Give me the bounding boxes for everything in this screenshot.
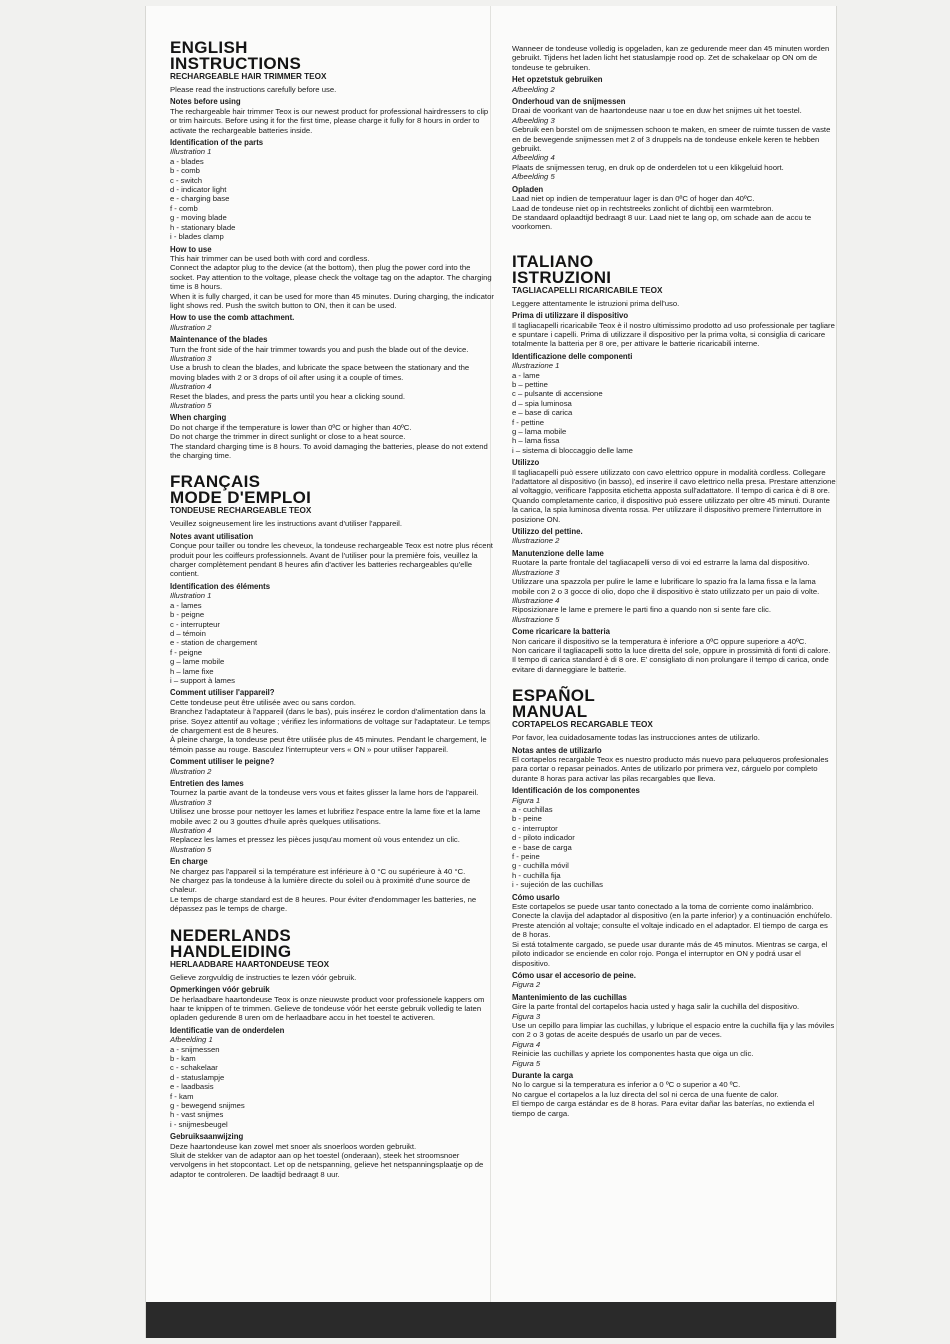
illustration-label: Illustrazione 5	[512, 614, 560, 624]
comb-heading: Cómo usar el accesorio de peine.	[512, 970, 636, 980]
charging-text: Laad de tondeuse niet op in rechtstreeks zonlicht of dichtbij een warmtebron.	[512, 203, 774, 213]
parts-heading: Identificazione delle componenti	[512, 351, 633, 361]
illustration-label: Illustration 2	[170, 766, 212, 776]
intro-text: Gelieve zorgvuldig de instructies te lezen vóór gebruik.	[170, 972, 357, 982]
notes-heading: Notes avant utilisation	[170, 531, 254, 541]
illustration-label: Figura 5	[512, 1058, 541, 1068]
howto-text: When it is fully charged, it can be used for more than 45 minutes. During charging, the indicator light shows red. Push the switch button to ON, then it can be used.	[170, 291, 494, 310]
notes-heading: Notes before using	[170, 97, 241, 107]
maintenance-heading: Manutenzione delle lame	[512, 548, 604, 558]
howto-heading: Cómo usarlo	[512, 892, 560, 902]
maintenance-text: Gebruik een borstel om de snijmessen schoon te maken, en smeer de ruimte tussen de vaste en de bewegende snijmessen met 2 of 3 druppels na de tondeuse enkele keren te hebben gebruikt.	[512, 125, 831, 154]
howto-heading: Utilizzo	[512, 458, 540, 468]
comb-heading: Utilizzo del pettine.	[512, 527, 583, 537]
illustration-label: Afbeelding 1	[170, 1035, 213, 1045]
illustration-label: Afbeelding 2	[512, 84, 555, 94]
part-item: c - schakelaar	[170, 1063, 218, 1073]
intro-text: Leggere attentamente le istruzioni prima dell'uso.	[512, 298, 680, 308]
charging-text: No cargue el cortapelos a la luz directa del sol ni cerca de una fuente de calor.	[512, 1089, 779, 1099]
part-item: g - bewegend snijmes	[170, 1100, 245, 1110]
bottom-dark-band	[146, 1302, 836, 1338]
notes-heading: Notas antes de utilizarlo	[512, 745, 602, 755]
howto-text: Il tagliacapelli può essere utilizzato con cavo elettrico oppure in modalità cordless. Collegare l'adattatore al dispositivo (in basso), ed inserire il cavo elettrico nella presa. Prestare attenzione al voltaggio, verificare l'apposita etichetta apposta sull'adattatore. Il tempo di carica è di 8 ore.	[512, 467, 836, 496]
illustration-label: Illustration 4	[170, 382, 212, 392]
howto-text: Cette tondeuse peut être utilisée avec ou sans cordon.	[170, 697, 356, 707]
charging-text: Le temps de charge standard est de 8 heures. Pour éviter d'endommager les batteries, ne dépassez pas le temps de charge.	[170, 894, 477, 914]
part-item: a - snijmessen	[170, 1044, 220, 1054]
section-subtitle: HERLAADBARE HAARTONDEUSE TEOX	[170, 959, 330, 969]
maintenance-text: Utilizzare una spazzola per pulire le lame e lubrificare lo spazio fra la lama fissa e la lama mobile con 2 o 3 gocce di olio, dopo che il dispositivo è stato utilizzato per un paio di volte.	[512, 577, 820, 596]
parts-heading: Identification of the parts	[170, 138, 264, 148]
charging-text: El tiempo de carga estándar es de 8 horas. Para evitar dañar las baterías, no extienda el tiempo de carga.	[512, 1099, 815, 1118]
part-item: h – lame fixe	[170, 666, 214, 676]
part-item: i - snijmesbeugel	[170, 1119, 228, 1129]
section-nederlands-continued	[512, 44, 836, 232]
howto-heading: Gebruiksaanwijzing	[170, 1132, 244, 1142]
maintenance-text: Plaats de snijmessen terug, en druk op de onderdelen tot u een klikgeluid hoort.	[512, 162, 784, 172]
illustration-label: Illustration 1	[170, 147, 212, 157]
illustration-label: Illustration 4	[170, 826, 212, 836]
parts-heading: Identificatie van de onderdelen	[170, 1025, 285, 1035]
part-item: c - interrupteur	[170, 619, 220, 629]
charging-text: Laad niet op indien de temperatuur lager is dan 0ºC of hoger dan 40ºC.	[512, 194, 755, 204]
part-item: c - interruptor	[512, 823, 558, 833]
part-item: a - lame	[512, 370, 540, 380]
maintenance-text: Use un cepillo para limpiar las cuchillas, y lubrique el espacio entre la cuchilla fija y las móviles con 2 o 3 gotas de aceite después de usarlo un par de veces.	[512, 1020, 835, 1040]
part-item: d - indicator light	[170, 185, 227, 195]
part-item: e – base di carica	[512, 408, 573, 418]
illustration-label: Illustration 3	[170, 797, 212, 807]
illustration-label: Afbeelding 5	[512, 172, 555, 182]
section-subtitle: TAGLIACAPELLI RICARICABILE TEOX	[512, 285, 663, 295]
notes-text: Conçue pour tailler ou tondre les cheveux, la tondeuse rechargeable Teox est notre plus récent produit pour les coiffeurs professionnels. Avant de l'utiliser pour la première fois, veuillez la charger complètement pendant 8 heures afin d'activer les batteries rechargeables qu'elle contient.	[170, 541, 493, 579]
part-item: f - peine	[512, 852, 540, 862]
section-subtitle: RECHARGEABLE HAIR TRIMMER TEOX	[170, 72, 327, 81]
charging-heading: Durante la carga	[512, 1070, 574, 1080]
maintenance-heading: Onderhoud van de snijmessen	[512, 97, 626, 107]
part-item: i - blades clamp	[170, 232, 224, 242]
charging-heading: Opladen	[512, 184, 544, 194]
howto-text: Este cortapelos se puede usar tanto conectado a la toma de corriente como inalámbrico.	[512, 902, 814, 912]
howto-text: Sluit de stekker van de adaptor aan op het toestel (onderaan), steek het stroomsnoer vervolgens in het stopcontact. Let op de netspanning, gelieve het netspanningsplaatje op de adaptor te controleren. De laadtijd bedraagt 8 uur.	[170, 1151, 484, 1179]
maintenance-heading: Entretien des lames	[170, 779, 244, 788]
charging-text: De standaard oplaadtijd bedraagt 8 uur. Laad niet te lang op, om schade aan de accu te voorkomen.	[512, 212, 812, 232]
right-column	[512, 44, 836, 1132]
part-item: d - piloto indicador	[512, 833, 575, 843]
part-item: f - kam	[170, 1091, 194, 1101]
part-item: b - peine	[512, 814, 542, 824]
illustration-label: Illustration 3	[170, 353, 212, 363]
part-item: d - statuslampje	[170, 1072, 225, 1082]
notes-text: De herlaadbare haartondeuse Teox is onze nieuwste product voor professionele kappers om haar te knippen of te trimmen. Gelieve de tondeuse vóór het eerste gebruik volledig te laten opladen gedurende 8 uren om de herlaadbare accu in het toestel te activeren.	[170, 994, 485, 1023]
part-item: h - cuchilla fija	[512, 870, 561, 880]
comb-heading: How to use the comb attachment.	[170, 313, 295, 323]
part-item: g – lama mobile	[512, 427, 567, 436]
illustration-label: Illustrazione 3	[512, 567, 560, 577]
charging-heading: En charge	[170, 857, 208, 867]
illustration-label: Figura 2	[512, 980, 541, 990]
part-item: i - sujeción de las cuchillas	[512, 880, 604, 890]
howto-text: Quando completamente carico, il dispositivo può essere utilizzato per oltre 45 minuti. Durante la carica, la spia luminosa diventa rossa. Per utilizzare il dispositivo premere l'interruttore in posizione ON.	[512, 495, 830, 524]
howto-heading: Comment utiliser l'appareil?	[170, 688, 275, 698]
maintenance-text: Gire la parte frontal del cortapelos hacia usted y haga salir la cuchilla del dispositivo.	[512, 1002, 800, 1012]
illustration-label: Figura 4	[512, 1039, 541, 1049]
charging-text: Do not charge the trimmer in direct sunlight or close to a heat source.	[170, 432, 406, 442]
maintenance-text: Ruotare la parte frontale del tagliacapelli verso di voi ed estrarre la lama dal dispositivo.	[512, 558, 810, 568]
illustration-label: Illustration 5	[170, 401, 212, 410]
part-item: d – témoin	[170, 628, 206, 638]
part-item: g - moving blade	[170, 213, 227, 223]
illustration-label: Figura 1	[512, 795, 541, 805]
illustration-label: Illustrazione 2	[512, 536, 560, 546]
maintenance-text: Reset the blades, and press the parts until you hear a clicking sound.	[170, 391, 406, 401]
section-subtitle: CORTAPELOS RECARGABLE TEOX	[512, 720, 653, 730]
charging-heading: When charging	[170, 413, 227, 423]
maintenance-text: Riposizionare le lame e premere le parti fino a quando non si sente fare clic.	[512, 605, 771, 615]
charging-text: Non caricare il tagliacapelli sotto la luce diretta del sole, oppure in prossimità di fonti di calore.	[512, 645, 831, 655]
section-subtitle: TONDEUSE RECHARGEABLE TEOX	[170, 506, 312, 516]
section-nederlands	[170, 925, 494, 1180]
howto-text: Wanneer de tondeuse volledig is opgeladen, kan ze gedurende meer dan 45 minuten worden gebruikt. Tijdens het laden licht het statuslampje rood op. Zet de schakelaar op ON om de tondeuse te gebruiken.	[512, 44, 830, 72]
section-title-2: HANDLEIDING	[170, 941, 292, 961]
section-title: ESPAÑOL	[512, 686, 596, 706]
section-francais	[170, 474, 494, 913]
howto-text: Deze haartondeuse kan zowel met snoer als snoerloos worden gebruikt.	[170, 1141, 417, 1151]
instruction-sheet	[145, 6, 837, 1338]
part-item: f - pettine	[512, 417, 545, 427]
illustration-label: Illustration 2	[170, 322, 212, 332]
part-item: a - blades	[170, 156, 204, 166]
part-item: h – lama fissa	[512, 436, 560, 446]
charging-text: Ne chargez pas la tondeuse à la lumière directe du soleil ou à proximité d'une source de chaleur.	[170, 876, 471, 895]
illustration-label: Figura 3	[512, 1011, 541, 1021]
part-item: d – spia luminosa	[512, 398, 572, 408]
part-item: g - cuchilla móvil	[512, 861, 569, 871]
section-title-2: INSTRUCTIONS	[170, 54, 302, 73]
charging-text: Non caricare il dispositivo se la temperatura è inferiore a 0ºC oppure superiore a 40ºC.	[512, 636, 807, 646]
intro-text: Please read the instructions carefully before use.	[170, 85, 337, 94]
howto-text: Branchez l'adaptateur à l'appareil (dans le bas), puis insérez le cordon d'alimentation dans la prise. Soyez attentif au voltage ; vérifiez les informations de voltage sur l'adaptateur. Le temps de chargement est de 8 heures.	[170, 707, 490, 735]
charging-text: Do not charge if the temperature is lower than 0ºC or higher than 40ºC.	[170, 422, 412, 432]
illustration-label: Illustrazione 4	[512, 595, 560, 605]
illustration-label: Illustration 1	[170, 591, 212, 601]
notes-text: The rechargeable hair trimmer Teox is our newest product for professional hairdressers to clip or trim haircuts. Before using it for the first time, please charge it fully for 8 hours in order to activate the rechargeable batteries inside.	[170, 106, 489, 135]
howto-text: Connect the adaptor plug to the device (at the bottom), then plug the power cord into the socket. Pay attention to the voltage, please check the voltage tag on the adaptor. The charging time is 8 hours.	[170, 263, 492, 292]
illustration-label: Illustrazione 1	[512, 361, 560, 371]
part-item: a - cuchillas	[512, 805, 553, 814]
section-title: ENGLISH	[170, 38, 248, 57]
part-item: b - kam	[170, 1053, 196, 1063]
notes-text: El cortapelos recargable Teox es nuestro producto más nuevo para peluqueros profesionales para cortar o repasar peinados. Antes de utilizarlo por primera vez, cárguelo por completo durante 8 horas para activar las pilas recargables que lleva.	[512, 754, 829, 783]
part-item: h - stationary blade	[170, 222, 236, 232]
charging-text: Il tempo di carica standard è di 8 ore. E' consigliato di non prolungare il tempo di carica, onde evitare di danneggiare le batterie.	[512, 655, 829, 674]
section-italiano	[512, 251, 836, 674]
part-item: c – pulsante di accensione	[512, 389, 603, 399]
charging-heading: Come ricaricare la batteria	[512, 627, 610, 637]
left-column	[170, 40, 494, 1193]
howto-text: À pleine charge, la tondeuse peut être utilisée plus de 45 minutes. Pendant le chargement, le témoin passe au rouge. Basculez l'interrupteur vers « ON » pour utiliser l'appareil.	[170, 735, 487, 754]
part-item: b - comb	[170, 166, 200, 176]
notes-text: Il tagliacapelli ricaricabile Teox è il nostro ultimissimo prodotto ad uso professionale per tagliare e spuntare i capelli. Prima di utilizzare il dispositivo per la prima volta, si consiglia di caricare totalmente la batteria per 8 ore, per attivare le batterie ricaricabili interne.	[512, 320, 835, 349]
notes-heading: Prima di utilizzare il dispositivo	[512, 311, 629, 321]
part-item: e - base de carga	[512, 842, 572, 852]
part-item: c - switch	[170, 175, 203, 185]
illustration-label: Afbeelding 3	[512, 115, 555, 125]
part-item: f - peigne	[170, 647, 203, 657]
maintenance-text: Use a brush to clean the blades, and lubricate the space between the stationary and the moving blades with 2 or 3 drops of oil after using it a couple of times.	[170, 363, 470, 382]
intro-text: Veuillez soigneusement lire les instructions avant d'utiliser l'appareil.	[170, 519, 402, 529]
howto-text: Conecte la clavija del adaptador al dispositivo (en la parte inferior) y a continuación enchúfelo. Preste atención al voltaje; consulte el voltaje indicado en el adaptador. El tiempo de carga es de 8 horas.	[512, 911, 833, 940]
part-item: a - lames	[170, 600, 202, 610]
maintenance-text: Turn the front side of the hair trimmer towards you and push the blade out of the device.	[170, 344, 469, 354]
section-title-2: MANUAL	[512, 702, 588, 722]
comb-heading: Het opzetstuk gebruiken	[512, 75, 603, 85]
part-item: i – sistema di bloccaggio delle lame	[512, 445, 633, 455]
part-item: h - vast snijmes	[170, 1110, 224, 1120]
part-item: b - peigne	[170, 610, 205, 620]
part-item: e - laadbasis	[170, 1082, 214, 1092]
section-title: FRANÇAIS	[170, 472, 261, 492]
part-item: e - charging base	[170, 194, 230, 204]
illustration-label: Afbeelding 4	[512, 153, 555, 163]
part-item: f - comb	[170, 203, 198, 213]
section-title: ITALIANO	[512, 251, 594, 271]
part-item: i – support à lames	[170, 675, 235, 685]
maintenance-heading: Maintenance of the blades	[170, 335, 268, 345]
charging-text: Ne chargez pas l'appareil si la température est inférieure à 0 °C ou supérieure à 40 °C.	[170, 866, 466, 876]
howto-text: This hair trimmer can be used both with cord and cordless.	[170, 253, 370, 263]
maintenance-text: Utilisez une brosse pour nettoyer les lames et lubrifiez l'espace entre la lame fixe et la lame mobile avec 2 ou 3 gouttes d'huile après quelques utilisations.	[170, 807, 481, 826]
parts-heading: Identificación de los componentes	[512, 786, 640, 796]
charging-text: The standard charging time is 8 hours. To avoid damaging the batteries, please do not extend the charging time.	[170, 441, 488, 461]
maintenance-text: Replacez les lames et pressez les pièces jusqu'au moment où vous entendez un clic.	[170, 835, 460, 845]
intro-text: Por favor, lea cuidadosamente todas las instrucciones antes de utilizarlo.	[512, 733, 760, 743]
notes-heading: Opmerkingen vóór gebruik	[170, 985, 270, 995]
section-english	[170, 40, 494, 460]
part-item: e - station de chargement	[170, 638, 258, 648]
section-title: NEDERLANDS	[170, 925, 292, 945]
part-item: b – pettine	[512, 379, 548, 389]
maintenance-text: Tournez la partie avant de la tondeuse vers vous et faites glisser la lame hors de l'appareil.	[170, 788, 479, 798]
section-title-2: ISTRUZIONI	[512, 267, 612, 287]
maintenance-text: Draai de voorkant van de haartondeuse naar u toe en duw het snijmes uit het toestel.	[512, 106, 802, 116]
maintenance-text: Reinicie las cuchillas y apriete los componentes hasta que oiga un clic.	[512, 1049, 754, 1059]
howto-text: Si está totalmente cargado, se puede usar durante más de 45 minutos. Mientras se carga, el piloto indicador se enciende en color rojo. Ponga el interruptor en ON y podrá usar el dispositivo.	[512, 939, 828, 968]
section-espanol	[512, 688, 836, 1118]
charging-text: No lo cargue si la temperatura es inferior a 0 ºC o superior a 40 ºC.	[512, 1080, 741, 1090]
comb-heading: Comment utiliser le peigne?	[170, 757, 275, 767]
section-title-2: MODE D'EMPLOI	[170, 488, 312, 508]
part-item: g – lame mobile	[170, 657, 225, 667]
illustration-label: Illustration 5	[170, 844, 212, 854]
maintenance-heading: Mantenimiento de las cuchillas	[512, 992, 627, 1002]
howto-heading: How to use	[170, 244, 212, 254]
parts-heading: Identification des éléments	[170, 581, 271, 591]
